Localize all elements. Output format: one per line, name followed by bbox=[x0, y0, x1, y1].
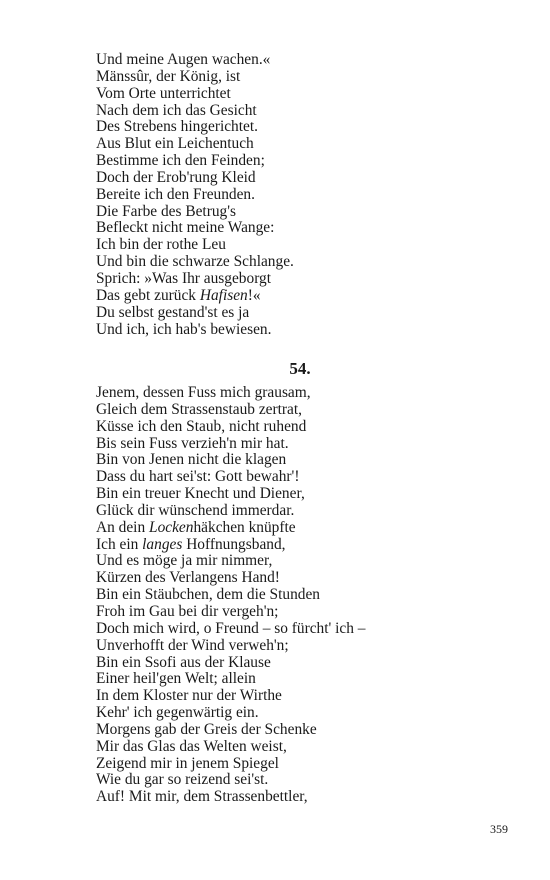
verse-line: In dem Kloster nur der Wirthe bbox=[96, 687, 282, 705]
verse-line: Einer heil'gen Welt; allein bbox=[96, 670, 256, 688]
verse-line: Und bin die schwarze Schlange. bbox=[96, 253, 294, 271]
verse-line: Bin von Jenen nicht die klagen bbox=[96, 451, 287, 469]
verse-line: Bereite ich den Freunden. bbox=[96, 185, 255, 203]
verse-line: Kehr' ich gegenwärtig ein. bbox=[96, 704, 259, 722]
emphasized-word: Locken bbox=[149, 518, 194, 536]
verse-line: Des Strebens hingerichtet. bbox=[96, 118, 258, 136]
verse-line: Doch mich wird, o Freund – so fürcht' ich – bbox=[96, 619, 366, 637]
verse-line: Froh im Gau bei dir vergeh'n; bbox=[96, 602, 279, 620]
verse-line: Bestimme ich den Feinden; bbox=[96, 152, 265, 170]
section-heading: 54. bbox=[289, 359, 311, 378]
verse-line: Und meine Augen wachen.« bbox=[96, 51, 271, 68]
verse-line: Mänssûr, der König, ist bbox=[96, 67, 241, 85]
verse-line: Bin ein Ssofi aus der Klause bbox=[96, 653, 271, 671]
verse-line: Kürzen des Verlangens Hand! bbox=[96, 569, 280, 587]
verse-line: Glück dir wünschend immerdar. bbox=[96, 501, 295, 519]
verse-text: An dein bbox=[96, 518, 150, 536]
verse-line bbox=[96, 288, 516, 305]
verse-line: Küsse ich den Staub, nicht ruhend bbox=[96, 417, 307, 435]
verse-text: häkchen knüpfte bbox=[193, 518, 296, 536]
verse-line: Und es möge ja mir nimmer, bbox=[96, 552, 273, 570]
verse-text: Hoffnungsband, bbox=[182, 535, 286, 553]
verse-text: Ich ein bbox=[96, 535, 143, 553]
poem-continuation bbox=[96, 52, 516, 338]
verse-line: Vom Orte unterrichtet bbox=[96, 84, 231, 102]
verse-line: Jenem, dessen Fuss mich grausam, bbox=[96, 384, 311, 401]
poem-54 bbox=[96, 385, 516, 806]
verse-line: Befleckt nicht meine Wange: bbox=[96, 219, 275, 237]
verse-line: Bis sein Fuss verzieh'n mir hat. bbox=[96, 434, 289, 452]
verse-line: Morgens gab der Greis der Schenke bbox=[96, 720, 317, 738]
verse-line: Bin ein treuer Knecht und Diener, bbox=[96, 485, 305, 503]
verse-line: Sprich: »Was Ihr ausgeborgt bbox=[96, 269, 272, 287]
emphasized-word: Hafisen bbox=[199, 286, 248, 304]
page-number: 359 bbox=[490, 822, 508, 836]
verse-line: Und ich, ich hab's bewiesen. bbox=[96, 320, 272, 338]
verse-line: Zeigend mir in jenem Spiegel bbox=[96, 754, 279, 772]
verse-line bbox=[96, 520, 516, 537]
verse-line: Dass du hart sei'st: Gott bewahr'! bbox=[96, 468, 300, 486]
verse-line: Ich bin der rothe Leu bbox=[96, 236, 226, 254]
verse-line: Doch der Erob'rung Kleid bbox=[96, 168, 256, 186]
verse-line: Aus Blut ein Leichentuch bbox=[96, 135, 254, 153]
verse-text: !« bbox=[247, 286, 261, 304]
verse-line: Mir das Glas das Welten weist, bbox=[96, 737, 287, 755]
verse-line: Du selbst gestand'st es ja bbox=[96, 303, 250, 321]
verse-line: Nach dem ich das Gesicht bbox=[96, 101, 257, 119]
verse-line: Die Farbe des Betrug's bbox=[96, 202, 236, 220]
verse-line: Gleich dem Strassenstaub zertrat, bbox=[96, 400, 302, 418]
verse-line: Auf! Mit mir, dem Strassenbettler, bbox=[96, 788, 308, 806]
verse-line: Unverhofft der Wind verweh'n; bbox=[96, 636, 289, 654]
emphasized-word: langes bbox=[142, 535, 183, 553]
verse-text: Das gebt zurück bbox=[96, 286, 200, 304]
verse-line bbox=[96, 537, 516, 554]
verse-line: Bin ein Stäubchen, dem die Stunden bbox=[96, 586, 320, 604]
verse-line: Wie du gar so reizend sei'st. bbox=[96, 771, 269, 789]
